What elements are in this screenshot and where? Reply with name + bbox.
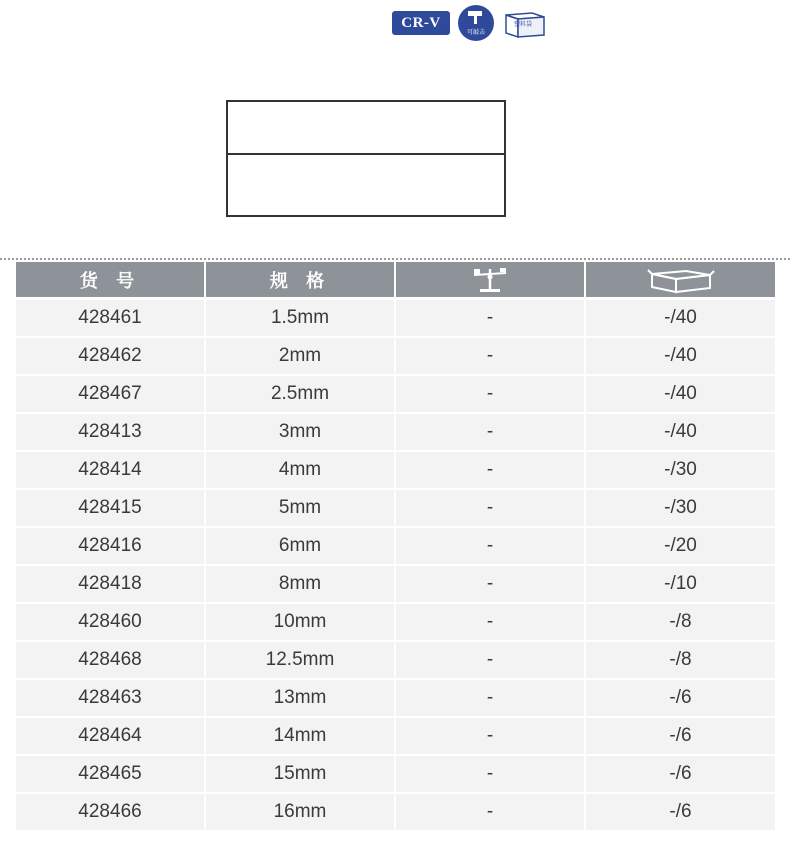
spec-cell: 3mm <box>206 414 396 452</box>
pack-cell: -/8 <box>586 642 775 680</box>
part-no-cell: 428462 <box>16 338 206 376</box>
part-no-cell: 428413 <box>16 414 206 452</box>
spec-cell: 2.5mm <box>206 376 396 414</box>
feature-badges <box>392 5 548 41</box>
part-no-cell: 428460 <box>16 604 206 642</box>
part-no-cell: 428418 <box>16 566 206 604</box>
table-row <box>16 794 775 832</box>
table-row <box>16 680 775 718</box>
spec-cell: 15mm <box>206 756 396 794</box>
spec-cell: 12.5mm <box>206 642 396 680</box>
weight-cell: - <box>396 680 586 718</box>
weight-cell: - <box>396 794 586 832</box>
weight-cell: - <box>396 718 586 756</box>
table-row <box>16 756 775 794</box>
table-row <box>16 528 775 566</box>
spec-cell: 8mm <box>206 566 396 604</box>
weight-cell: - <box>396 376 586 414</box>
weight-cell: - <box>396 528 586 566</box>
part-no-cell: 428468 <box>16 642 206 680</box>
spec-cell: 14mm <box>206 718 396 756</box>
product-divider <box>228 153 504 155</box>
spec-cell: 1.5mm <box>206 300 396 338</box>
part-no-cell: 428461 <box>16 300 206 338</box>
spec-cell: 13mm <box>206 680 396 718</box>
weight-cell: - <box>396 338 586 376</box>
table-body <box>16 300 775 832</box>
part-no-cell: 428466 <box>16 794 206 832</box>
weight-cell: - <box>396 490 586 528</box>
pack-cell: -/40 <box>586 376 775 414</box>
crv-label: CR-V <box>401 14 441 31</box>
pack-cell: -/10 <box>586 566 775 604</box>
spec-cell: 10mm <box>206 604 396 642</box>
part-no-cell: 428416 <box>16 528 206 566</box>
header-part-no: 货 号 <box>16 262 206 297</box>
weight-cell: - <box>396 300 586 338</box>
weight-cell: - <box>396 414 586 452</box>
table-row <box>16 338 775 376</box>
hammer-icon <box>464 9 488 27</box>
table-row <box>16 300 775 338</box>
weight-cell: - <box>396 756 586 794</box>
table-row <box>16 604 775 642</box>
pack-cell: -/6 <box>586 680 775 718</box>
pack-cell: -/40 <box>586 414 775 452</box>
table-row <box>16 566 775 604</box>
table-row <box>16 452 775 490</box>
pack-cell: -/40 <box>586 300 775 338</box>
table-row <box>16 490 775 528</box>
dotted-separator <box>0 258 790 260</box>
pack-cell: -/6 <box>586 718 775 756</box>
product-image-outline <box>226 100 506 217</box>
pack-cell: -/8 <box>586 604 775 642</box>
part-no-cell: 428414 <box>16 452 206 490</box>
spec-table <box>16 262 775 832</box>
spec-cell: 5mm <box>206 490 396 528</box>
carton-box-icon <box>646 266 716 294</box>
package-label: 塑料袋 <box>514 21 533 28</box>
impact-badge <box>458 5 494 41</box>
spec-cell: 4mm <box>206 452 396 490</box>
header-pack <box>586 262 775 297</box>
pack-cell: -/6 <box>586 756 775 794</box>
weight-cell: - <box>396 642 586 680</box>
pack-cell: -/6 <box>586 794 775 832</box>
part-no-cell: 428415 <box>16 490 206 528</box>
pack-cell: -/40 <box>586 338 775 376</box>
weight-cell: - <box>396 566 586 604</box>
header-spec: 规 格 <box>206 262 396 297</box>
part-no-cell: 428467 <box>16 376 206 414</box>
pack-cell: -/30 <box>586 490 775 528</box>
part-no-cell: 428465 <box>16 756 206 794</box>
spec-cell: 2mm <box>206 338 396 376</box>
pack-cell: -/20 <box>586 528 775 566</box>
weight-cell: - <box>396 604 586 642</box>
plastic-bag-badge <box>502 7 548 39</box>
header-weight <box>396 262 586 297</box>
balance-scale-icon <box>470 265 510 295</box>
spec-cell: 6mm <box>206 528 396 566</box>
part-no-cell: 428463 <box>16 680 206 718</box>
weight-cell: - <box>396 452 586 490</box>
impact-label: 可敲击 <box>466 29 485 36</box>
table-row <box>16 642 775 680</box>
table-row <box>16 376 775 414</box>
part-no-cell: 428464 <box>16 718 206 756</box>
crv-material-badge <box>392 11 450 35</box>
table-row <box>16 414 775 452</box>
table-header-row <box>16 262 775 297</box>
pack-cell: -/30 <box>586 452 775 490</box>
spec-cell: 16mm <box>206 794 396 832</box>
table-row <box>16 718 775 756</box>
